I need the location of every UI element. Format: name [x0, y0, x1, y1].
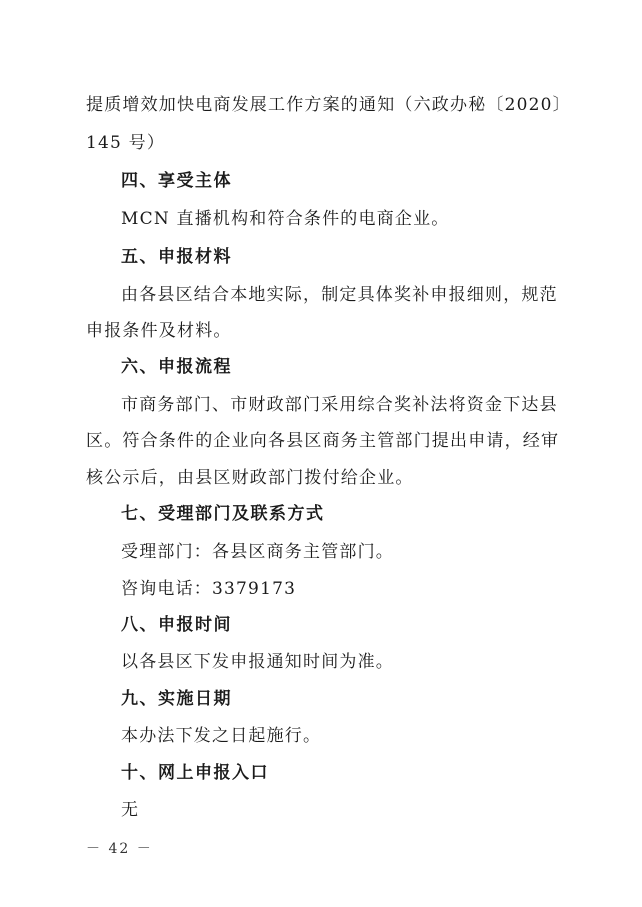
paragraph-line: 咨询电话：3379173	[121, 579, 297, 599]
paragraph-line: 提质增效加快电商发展工作方案的通知（六政办秘〔2020〕	[86, 95, 571, 115]
paragraph-line: 核公示后，由县区财政部门拨付给企业。	[86, 468, 414, 488]
paragraph-line: 受理部门：各县区商务主管部门。	[121, 542, 394, 562]
section-heading-nine: 九、实施日期	[121, 689, 232, 709]
page-number: － 42 －	[86, 841, 153, 857]
paragraph-line: 市商务部门、市财政部门采用综合奖补法将资金下达县	[121, 395, 558, 415]
paragraph-line: MCN 直播机构和符合条件的电商企业。	[121, 209, 450, 229]
section-heading-ten: 十、网上申报入口	[121, 763, 269, 783]
section-heading-five: 五、申报材料	[121, 247, 232, 267]
section-heading-seven: 七、受理部门及联系方式	[121, 504, 325, 524]
paragraph-line: 无	[121, 800, 140, 820]
section-heading-six: 六、申报流程	[121, 357, 232, 377]
paragraph-line: 145 号）	[86, 133, 166, 153]
section-heading-four: 四、享受主体	[121, 171, 232, 191]
paragraph-line: 由各县区结合本地实际，制定具体奖补申报细则，规范	[121, 285, 558, 305]
paragraph-line: 区。符合条件的企业向各县区商务主管部门提出申请，经审	[86, 431, 560, 451]
section-heading-eight: 八、申报时间	[121, 615, 232, 635]
paragraph-line: 本办法下发之日起施行。	[121, 726, 322, 746]
paragraph-line: 以各县区下发申报通知时间为准。	[121, 652, 394, 672]
paragraph-line: 申报条件及材料。	[86, 321, 232, 341]
